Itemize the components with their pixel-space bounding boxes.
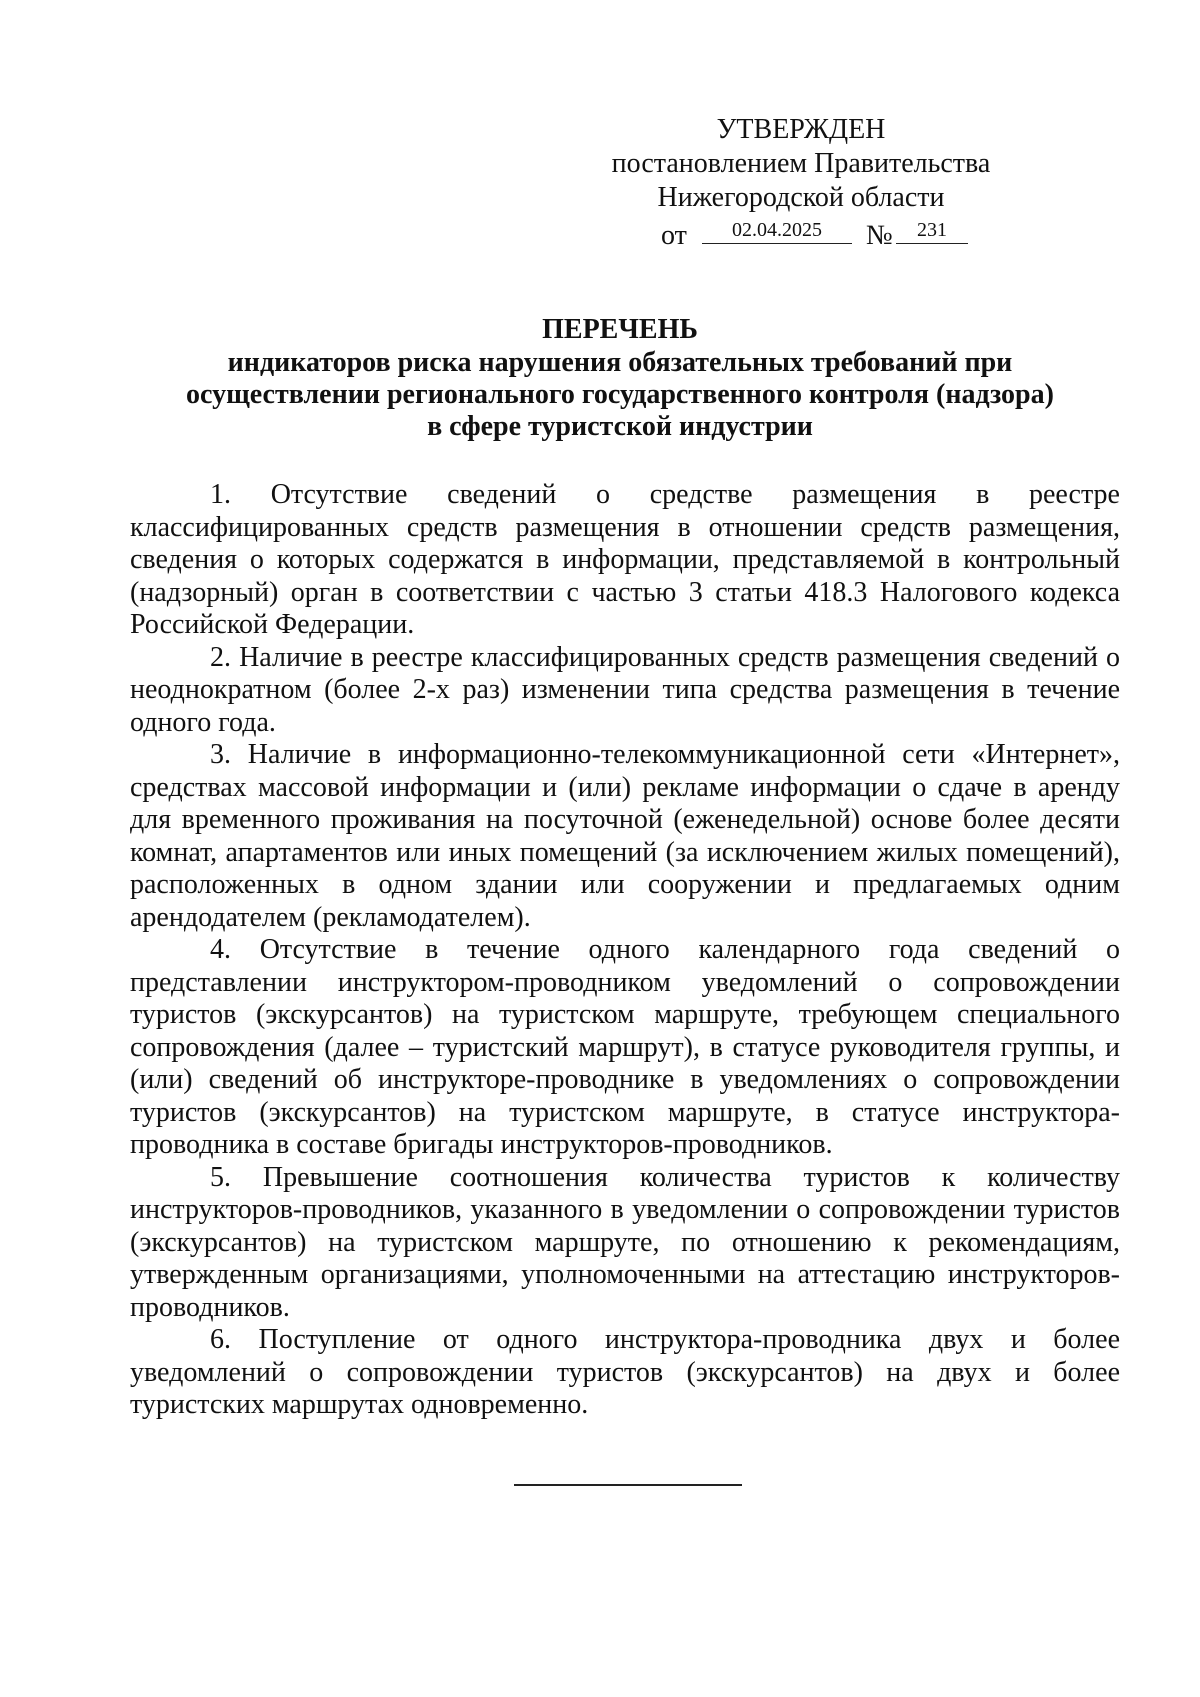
list-item — [130, 739, 1120, 934]
item-text: Отсутствие сведений о средстве размещения в реестре классифицированных средств размещения в отношении средств размещения, сведения о которых содержатся в информации, представляемой в контрольный (надзорный) орган в соответствии с частью 3 статьи 418.3 Налогового кодекса Российской Федерации. — [130, 479, 1120, 640]
approval-stamp-block — [586, 113, 1016, 255]
item-text: Отсутствие в течение одного календарного года сведений о представлении инструктором-проводником уведомлений о сопровождении туристов (экскурсантов) на туристском маршруте, требующем специального сопровождения (далее – туристский маршрут), в статусе руководителя группы, и (или) сведений об инструкторе-проводнике в уведомлениях о сопровождении туристов (экскурсантов) на туристском маршруте, в статусе инструктора-проводника в составе бригады инструкторов-проводников. — [130, 934, 1121, 1160]
document-title-block — [120, 313, 1120, 443]
list-item — [130, 642, 1120, 740]
document-subtitle-line-2: осуществлении регионального государственного контроля (надзора) — [186, 379, 1054, 410]
item-text: Наличие в информационно-телекоммуникационной сети «Интернет», средствах массовой информации и (или) рекламе информации о сдаче в аренду для временного проживания на посуточной (еженедельной) основе более десяти комнат, апартаментов или иных помещений (за исключением жилых помещений), расположенных в одном здании или сооружении и предлагаемых одним арендодателем (рекламодателем). — [130, 739, 1121, 933]
item-number: 6. — [210, 1324, 231, 1355]
item-number: 2. — [210, 641, 231, 673]
approval-number: 231 — [896, 217, 968, 244]
list-item — [130, 934, 1120, 1162]
list-item — [130, 1324, 1120, 1422]
item-number: 1. — [210, 479, 231, 510]
item-number: 5. — [210, 1161, 231, 1193]
document-title: ПЕРЕЧЕНЬ — [542, 314, 698, 345]
item-number: 3. — [210, 739, 231, 770]
list-item — [130, 1162, 1120, 1325]
date-prefix: от — [661, 220, 687, 251]
closing-divider — [514, 1484, 742, 1486]
document-subtitle-line-3: в сфере туристской индустрии — [427, 411, 813, 442]
item-text: Наличие в реестре классифицированных средств размещения сведений о неоднократном (более 2-х раз) изменении типа средства размещения в течение одного года. — [130, 641, 1120, 738]
number-prefix: № — [866, 220, 893, 251]
indicator-list — [130, 479, 1120, 1422]
approval-issuer-line: постановлением Правительства — [611, 148, 991, 179]
approval-heading: УТВЕРЖДЕН — [716, 114, 886, 145]
list-item — [130, 479, 1120, 642]
approval-date-row — [586, 215, 1016, 255]
document-subtitle-line-1: индикаторов риска нарушения обязательных требований при — [227, 347, 1013, 378]
item-text: Поступление от одного инструктора-проводника двух и более уведомлений о сопровождении туристов (экскурсантов) на двух и более туристских маршрутах одновременно. — [130, 1324, 1121, 1420]
approval-region-line: Нижегородской области — [657, 182, 945, 213]
item-text: Превышение соотношения количества туристов к количеству инструкторов-проводников, указанного в уведомлении о сопровождении туристов (экскурсантов) на туристском маршруте, по отношению к рекомендациям, утвержденным организациями, уполномоченными на аттестацию инструкторов-проводников. — [130, 1161, 1120, 1323]
approval-date: 02.04.2025 — [702, 217, 852, 244]
item-number: 4. — [210, 934, 231, 965]
